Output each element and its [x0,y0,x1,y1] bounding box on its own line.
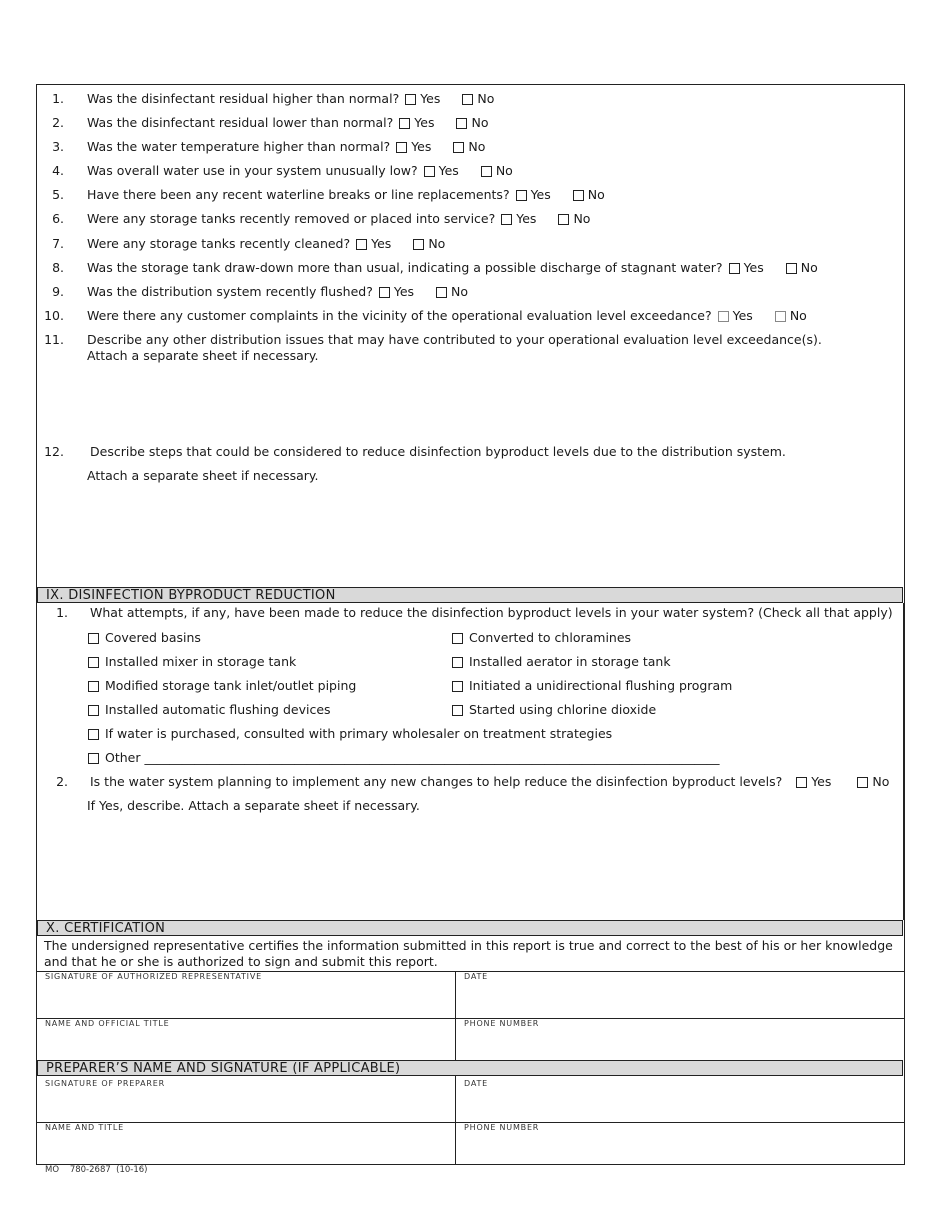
left-option-1[interactable]: Covered basins [84,630,201,646]
question-12-note: Attach a separate sheet if necessary. [87,468,319,483]
left-option-4[interactable]: Installed automatic flushing devices [84,702,331,718]
signature-field[interactable] [40,984,450,1016]
date-field[interactable] [460,984,900,1016]
top-border [36,84,905,85]
right-option-3-checkbox[interactable] [452,681,463,692]
left-option-2[interactable]: Installed mixer in storage tank [84,654,296,670]
form-number: MO 780-2687 (10-16) [45,1165,148,1175]
section-ix-answer-area[interactable] [84,818,894,914]
right-option-1-checkbox[interactable] [452,633,463,644]
question-12-answer-area[interactable] [84,488,894,584]
question-1-yes-checkbox[interactable] [405,94,416,105]
question-2-yes-checkbox[interactable] [399,118,410,129]
option-purchased-checkbox[interactable] [88,729,99,740]
preparer-signature-label: SIGNATURE OF PREPARER [45,1079,166,1088]
question-8-yes-checkbox[interactable] [729,263,740,274]
question-9-no-checkbox[interactable] [436,287,447,298]
right-option-4[interactable]: Started using chlorine dioxide [448,702,656,718]
question-11-note: Attach a separate sheet if necessary. [87,348,319,363]
option-other[interactable]: Other ____________________________________________________________________________________________ [84,750,719,766]
option-other-checkbox[interactable] [88,753,99,764]
left-option-4-checkbox[interactable] [88,705,99,716]
preparer-signature-field[interactable] [40,1091,450,1119]
question-5-yes-checkbox[interactable] [516,190,527,201]
question-4-no-checkbox[interactable] [481,166,492,177]
question-6-no-checkbox[interactable] [558,214,569,225]
right-option-2[interactable]: Installed aerator in storage tank [448,654,671,670]
question-3-no-checkbox[interactable] [453,142,464,153]
section-ix-question-2-note: If Yes, describe. Attach a separate sheet if necessary. [87,798,420,813]
left-border [36,84,37,1165]
signature-label: SIGNATURE OF AUTHORIZED REPRESENTATIVE [45,972,262,981]
right-option-4-checkbox[interactable] [452,705,463,716]
section-ix-q2-no-checkbox[interactable] [857,777,868,788]
preparer-name-field[interactable] [40,1135,450,1161]
left-option-2-checkbox[interactable] [88,657,99,668]
phone-label: PHONE NUMBER [464,1019,540,1028]
right-option-1[interactable]: Converted to chloramines [448,630,631,646]
left-option-1-checkbox[interactable] [88,633,99,644]
certification-statement: The undersigned representative certifies the information submitted in this report is true and correct to the best of his or her knowledge and that he or she is authorized to sign and submit this report. [44,938,893,969]
phone-field[interactable] [460,1031,900,1057]
left-option-3-checkbox[interactable] [88,681,99,692]
section-ix-q2-yes-checkbox[interactable] [796,777,807,788]
question-9-yes-checkbox[interactable] [379,287,390,298]
question-8-no-checkbox[interactable] [786,263,797,274]
preparer-date-label: DATE [464,1079,489,1088]
right-option-2-checkbox[interactable] [452,657,463,668]
question-2-no-checkbox[interactable] [456,118,467,129]
question-6-yes-checkbox[interactable] [501,214,512,225]
name-title-label: NAME AND OFFICIAL TITLE [45,1019,170,1028]
question-5-no-checkbox[interactable] [573,190,584,201]
section-ix-header: IX. DISINFECTION BYPRODUCT REDUCTION [37,587,903,603]
preparer-phone-field[interactable] [460,1135,900,1161]
left-option-3[interactable]: Modified storage tank inlet/outlet piping [84,678,356,694]
preparer-divider [455,1076,456,1164]
preparer-name-label: NAME AND TITLE [45,1123,124,1132]
date-label: DATE [464,972,489,981]
question-7-no-checkbox[interactable] [413,239,424,250]
option-purchased[interactable]: If water is purchased, consulted with primary wholesaler on treatment strategies [84,726,612,742]
bottom-border [36,1164,905,1165]
right-option-3[interactable]: Initiated a unidirectional flushing program [448,678,732,694]
name-title-field[interactable] [40,1031,450,1057]
question-4-yes-checkbox[interactable] [424,166,435,177]
preparer-date-field[interactable] [460,1091,900,1119]
question-7-yes-checkbox[interactable] [356,239,367,250]
question-11-answer-area[interactable] [84,366,894,440]
section-ix-right-rule [903,603,905,920]
preparer-header: PREPARER’S NAME AND SIGNATURE (IF APPLICABLE) [37,1060,903,1076]
cert-divider [455,971,456,1060]
preparer-phone-label: PHONE NUMBER [464,1123,540,1132]
question-3-yes-checkbox[interactable] [396,142,407,153]
question-10-no-checkbox[interactable] [775,311,786,322]
question-10-yes-checkbox[interactable] [718,311,729,322]
section-x-header: X. CERTIFICATION [37,920,903,936]
question-1-no-checkbox[interactable] [462,94,473,105]
